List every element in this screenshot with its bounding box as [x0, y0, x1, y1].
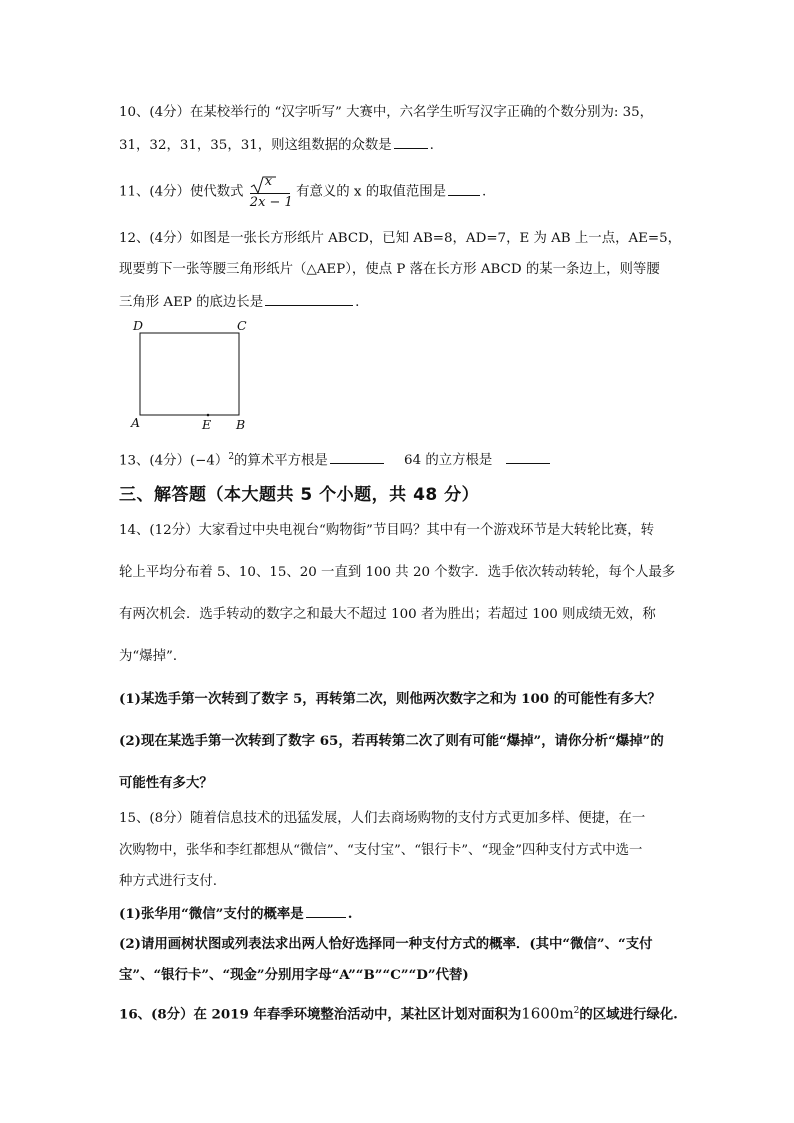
q14-line1: 14、(12分）大家看过中央电视台“购物街”节目吗？其中有一个游戏环节是大转轮比赛，转: [119, 523, 655, 538]
q12-line1: 12、(4分）如图是一张长方形纸片 ABCD，已知 AB=8，AD=7，E 为 AB 上一点，AE=5，: [119, 231, 682, 246]
q13-mid: 的算术平方根是: [234, 453, 328, 469]
q15-sub1-text: (1)张华用“微信”支付的概率是: [119, 906, 304, 922]
q15-line3: 种方式进行支付.: [119, 874, 217, 889]
label-a: A: [131, 415, 141, 430]
label-d: D: [133, 318, 144, 333]
q15-sub2-line1: (2)请用画树状图或列表法求出两人恰好选择同一种支付方式的概率．(其中“微信”、“支付: [119, 936, 653, 952]
label-b: B: [236, 417, 246, 432]
q11-fraction: [249, 172, 293, 212]
q13-answer-blank-1: [330, 450, 384, 464]
q14-line3: 有两次机会．选手转动的数字之和最大不超过 100 者为胜出；若超过 100 则成绩无效，称: [119, 607, 656, 622]
q10-answer-blank: [394, 135, 428, 149]
q15-sub1-period: .: [347, 906, 353, 922]
label-e: E: [202, 417, 212, 432]
point-e: [207, 414, 210, 417]
q11-period: .: [482, 184, 487, 200]
q11-prefix: 11、(4分）使代数式: [119, 184, 244, 200]
q14-sub2-line1: (2)现在某选手第一次转到了数字 65，若再转第二次了则有可能“爆掉”，请你分析“爆掉”的: [119, 733, 664, 749]
q15-sub2-line2: 宝”、“银行卡”、“现金”分别用字母“A”“B”“C”“D”代替): [119, 967, 469, 983]
q11-fraction-bar: [250, 193, 290, 194]
q14-sub1: (1)某选手第一次转到了数字 5，再转第二次，则他两次数字之和为 100 的可能性有多大？: [119, 691, 661, 707]
q11-answer-blank: [448, 182, 480, 196]
q11-suffix: 有意义的 x 的取值范围是: [296, 184, 447, 200]
q13-exponent: 2: [228, 452, 235, 462]
q11-line: [119, 172, 486, 213]
q11-denominator: 2x − 1: [249, 195, 293, 210]
section-title: 三、解答题（本大题共 5 个小题，共 48 分）: [119, 485, 480, 505]
q13-prefix: 13、(4分）(−4）: [119, 453, 229, 469]
q11-sqrt-var: x: [264, 174, 273, 189]
rectangle-abcd: [140, 333, 239, 415]
q11-numerator: [250, 172, 290, 192]
q13-mid2: 64 的立方根是: [404, 453, 493, 469]
q13-line: [119, 448, 552, 470]
rectangle-diagram: [128, 316, 258, 434]
q10-line1: 10、(4分）在某校举行的 “汉字听写” 大赛中，六名学生听写汉字正确的个数分别为: 35，: [119, 105, 654, 120]
q16-area-exponent: 2: [573, 1006, 580, 1016]
q13-answer-blank-2: [506, 450, 550, 464]
label-c: C: [237, 318, 247, 333]
q14-line4: 为“爆掉”．: [119, 649, 187, 664]
q12-line2: 现要剪下一张等腰三角形纸片（△AEP），使点 P 落在长方形 ABCD 的某一条边上，则等腰: [119, 262, 660, 277]
q16-prefix: 16、(8分）在 2019 年春季环境整治活动中，某社区计划对面积为: [119, 1006, 522, 1023]
q15-line2: 次购物中，张华和李红都想从“微信”、“支付宝”、“银行卡”、“现金”四种支付方式中选一: [119, 843, 643, 858]
q16-line: [119, 1002, 678, 1023]
q12-line3: [119, 292, 359, 312]
q12-line3-text: 三角形 AEP 的底边长是: [119, 295, 264, 310]
q14-sub2-line2: 可能性有多大？: [119, 775, 213, 791]
q10-period: .: [429, 138, 434, 153]
q16-suffix: 的区域进行绿化.: [579, 1006, 678, 1023]
q14-line2: 轮上平均分布着 5、10、15、20 一直到 100 共 20 个数字．选手依次转动转轮，每个人最多: [119, 565, 676, 580]
q10-line2-text: 31，32，31，35，31，则这组数据的众数是: [119, 138, 392, 153]
q10-line2: [119, 135, 434, 155]
q16-area: 1600m: [521, 1004, 574, 1023]
q12-answer-blank: [265, 292, 353, 306]
q15-answer-blank: [306, 904, 346, 918]
q15-line1: 15、(8分）随着信息技术的迅猛发展，人们去商场购物的支付方式更加多样、便捷，在一: [119, 811, 646, 826]
q12-period: .: [355, 295, 360, 310]
q15-sub1: [119, 904, 352, 923]
